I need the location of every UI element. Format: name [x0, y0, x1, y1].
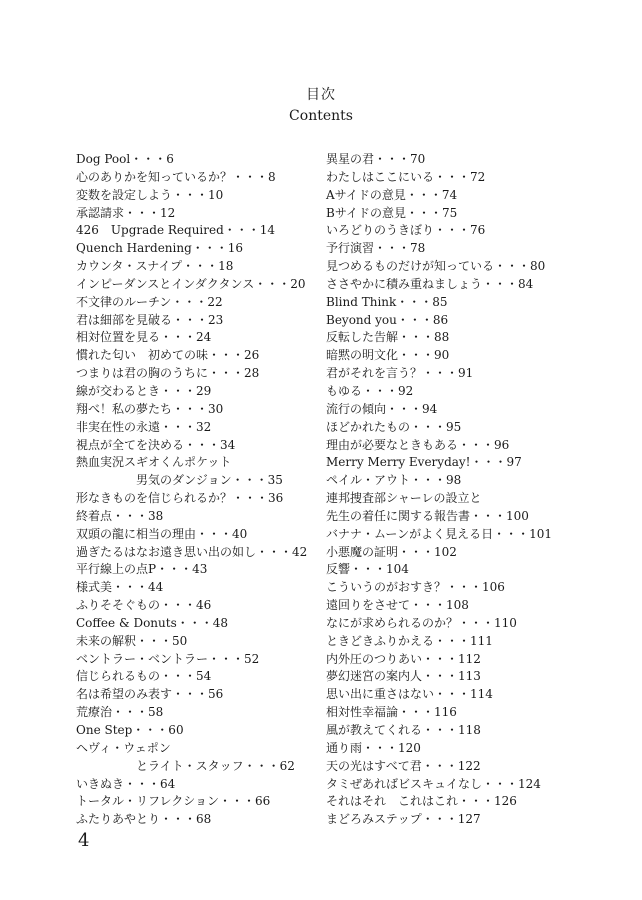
toc-entry: 異星の君・・・70 [326, 152, 426, 166]
toc-entry: ふたりあやとり・・・68 [76, 812, 212, 827]
toc-entry: 様式美・・・44 [76, 580, 164, 595]
toc-entry: 形なきものを信じられるか？・・・36 [76, 491, 284, 506]
toc-entry: 426 Upgrade Required・・・14 [76, 223, 276, 238]
toc-entry: 夢幻迷宮の案内人・・・113 [326, 669, 481, 684]
toc-entry: Merry Merry Everyday!・・・97 [326, 455, 522, 470]
toc-entry: 非実在性の永遠・・・32 [76, 419, 212, 434]
toc-entry: 男気のダンジョン・・・35 [136, 473, 283, 488]
toc-entry: トータル・リフレクション・・・66 [76, 794, 271, 809]
toc-entry: 君は細部を見破る・・・23 [76, 312, 224, 327]
toc-entry: 風が教えてくれる・・・118 [326, 723, 481, 737]
toc-entry: 反転した告解・・・88 [326, 330, 450, 345]
toc-entry: 先生の着任に関する報告書・・・100 [326, 508, 529, 523]
toc-entry: Quench Hardening・・・16 [76, 241, 244, 256]
toc-entry: もゆる・・・92 [326, 383, 414, 398]
toc-entry: 相対性幸福論・・・116 [326, 705, 457, 720]
toc-entry: 通り雨・・・120 [326, 740, 421, 755]
toc-entry: 予行演習・・・78 [326, 241, 426, 256]
toc-entry: まどろみステップ・・・127 [326, 812, 481, 827]
toc-entry: ふりそそぐもの・・・46 [76, 598, 212, 613]
toc-entry: 連邦捜査部シャーレの設立と [326, 491, 482, 506]
toc-entry: つまりは君の胸のうちに・・・28 [76, 366, 260, 381]
toc-entry: 熱血実況スギオくんポケット [76, 455, 232, 470]
toc-entry: 見つめるものだけが知っている・・・80 [326, 259, 546, 274]
toc-entry: 内外圧のつりあい・・・112 [326, 651, 481, 666]
toc-entry: 流行の傾向・・・94 [326, 401, 438, 416]
toc-entry: 終着点・・・38 [76, 508, 164, 523]
toc-entry: わたしはここにいる・・・72 [326, 169, 486, 184]
toc-entry: Dog Pool・・・6 [76, 152, 174, 166]
toc-entry: とライト・スタッフ・・・62 [136, 758, 295, 773]
toc-entry: 荒療治・・・58 [76, 705, 164, 720]
toc-entry: カウンタ・スナイプ・・・18 [76, 259, 234, 274]
toc-left-column [76, 151, 316, 829]
toc-entry: 小悪魔の証明・・・102 [326, 544, 457, 559]
toc-entry: 承認請求・・・12 [76, 205, 176, 220]
toc-entry: 変数を設定しよう・・・10 [76, 187, 224, 202]
toc-entry: 未来の解釈・・・50 [76, 633, 188, 648]
page-title: 目次 [306, 87, 336, 103]
toc-entry: それはそれ これはこれ・・・126 [326, 794, 517, 809]
toc-entry: 天の光はすべて君・・・122 [326, 758, 481, 773]
toc-entry: 君がそれを言う？・・・91 [326, 366, 474, 381]
page-subtitle: Contents [289, 108, 353, 124]
toc-entry: 名は希望のみ表す・・・56 [76, 687, 224, 702]
toc-entry: 理由が必要なときもある・・・96 [326, 437, 510, 452]
toc-entry: いきぬき・・・64 [76, 776, 176, 791]
toc-entry: 過ぎたるはなお遠き思い出の如し・・・42 [76, 544, 308, 559]
toc-entry: 遠回りをさせて・・・108 [326, 598, 469, 613]
toc-entry: ときどきふりかえる・・・111 [326, 633, 493, 648]
toc-entry: 視点が全てを決める・・・34 [76, 437, 236, 452]
toc-entry: インピーダンスとインダクタンス・・・20 [76, 276, 306, 291]
toc-entry: 不文律のルーチン・・・22 [76, 294, 223, 309]
toc-entry: 暗黙の明文化・・・90 [326, 348, 450, 363]
toc-entry: 相対位置を見る・・・24 [76, 330, 212, 345]
toc-entry: 平行線上の点P・・・43 [76, 562, 208, 577]
toc-entry: Bサイドの意見・・・75 [326, 205, 458, 220]
toc-entry: 反響・・・104 [326, 562, 409, 577]
page-number: 4 [78, 830, 90, 851]
toc-entry: ペイル・アウト・・・98 [326, 473, 462, 488]
toc-entry: ささやかに積み重ねましょう・・・84 [326, 276, 534, 291]
toc-entry: 翔べ！私の夢たち・・・30 [76, 401, 224, 416]
toc-entry: 慣れた匂い 初めての味・・・26 [76, 348, 260, 363]
toc-entry: ベントラー・ベントラー・・・52 [76, 651, 260, 666]
toc-entry: Coffee & Donuts・・・48 [76, 615, 228, 630]
toc-right-column [326, 151, 596, 829]
toc-entry: Blind Think・・・85 [326, 294, 448, 309]
toc-entry: 信じられるもの・・・54 [76, 669, 212, 684]
toc-entry: ヘヴィ・ウェポン [76, 740, 171, 755]
toc-entry: ほどかれたもの・・・95 [326, 419, 462, 434]
toc-entry: One Step・・・60 [76, 723, 184, 737]
toc-entry: タミぜあればビスキュイなし・・・124 [326, 776, 541, 791]
toc-entry: 心のありかを知っているか？・・・8 [76, 169, 276, 184]
toc-entry: Beyond you・・・86 [326, 312, 449, 327]
toc-entry: なにが求められるのか？・・・110 [326, 615, 517, 630]
toc-entry: バナナ・ムーンがよく見える日・・・101 [326, 526, 553, 541]
toc-entry: Aサイドの意見・・・74 [326, 187, 458, 202]
toc-entry: 線が交わるとき・・・29 [76, 383, 212, 398]
toc-entry: 双頭の龍に相当の理由・・・40 [76, 526, 248, 541]
toc-entry: 思い出に重さはない・・・114 [326, 687, 493, 702]
toc-entry: こういうのがおすき？・・・106 [326, 580, 505, 595]
toc-entry: いろどりのうきぼり・・・76 [326, 223, 486, 238]
